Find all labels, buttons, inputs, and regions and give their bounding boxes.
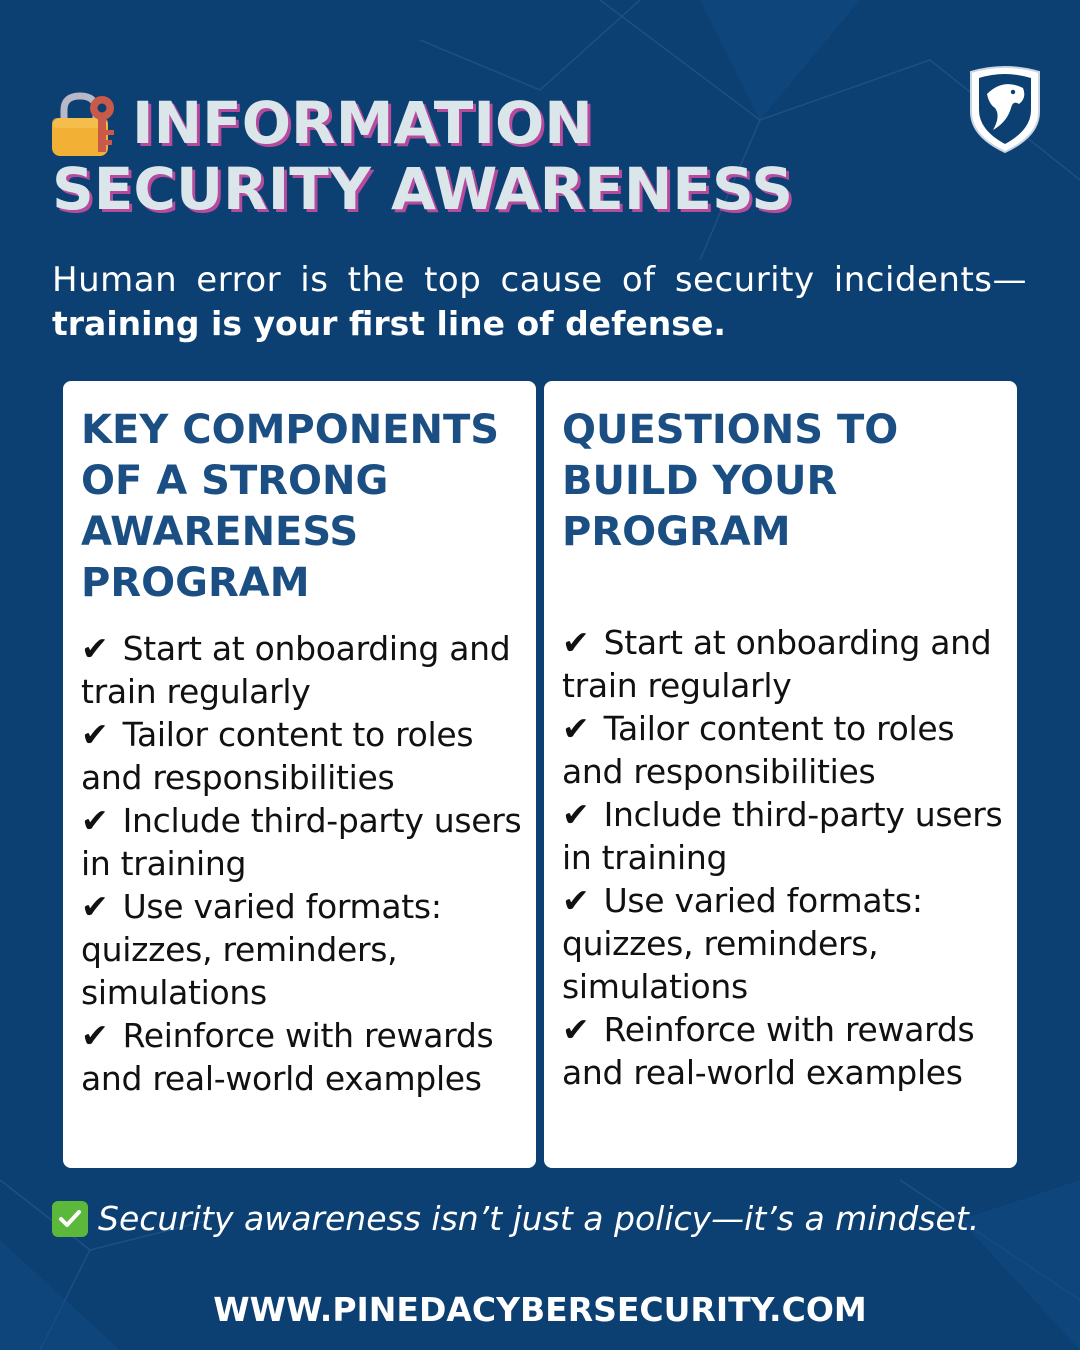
list-item [562,1008,1009,1094]
list-item [81,713,528,799]
title-line-1: INFORMATION [132,89,593,157]
checkmark-icon: ✔ [562,795,590,834]
item-text: Use varied formats: quizzes, reminders, simulations [81,887,442,1012]
list-item [81,1014,528,1100]
website-link[interactable]: WWW.PINEDACYBERSECURITY.COM [213,1290,867,1329]
questions-heading: QUESTIONS TO BUILD YOUR PROGRAM [562,407,899,555]
list-item [81,885,528,1014]
item-text: Include third-party users in training [562,795,1003,877]
green-check-icon [52,1201,88,1237]
page-title [52,90,793,222]
mindset-text: Security awareness isn’t just a policy—it’s a mindset. [98,1199,980,1238]
item-text: Include third-party users in training [81,801,522,883]
item-text: Tailor content to roles and responsibilities [562,709,955,791]
checkmark-icon: ✔ [562,1010,590,1049]
questions-card [544,381,1017,1168]
questions-list [562,621,1009,1094]
item-text: Start at onboarding and train regularly [562,623,992,705]
checkmark-icon: ✔ [562,881,590,920]
intro-emphasis: training is your first line of defense. [52,304,726,343]
checkmark-icon: ✔ [81,1016,109,1055]
eagle-shield-icon [965,64,1045,154]
item-text: Use varied formats: quizzes, reminders, simulations [562,881,923,1006]
mindset-note [52,1196,1032,1242]
checkmark-icon: ✔ [562,709,590,748]
checkmark-icon: ✔ [81,801,109,840]
key-components-list [81,627,528,1100]
checkmark-icon: ✔ [81,715,109,754]
checkmark-icon: ✔ [81,629,109,668]
checkmark-icon: ✔ [81,887,109,926]
intro-text [52,258,1027,346]
item-text: Reinforce with rewards and real-world examples [562,1010,975,1092]
item-text: Reinforce with rewards and real-world examples [81,1016,494,1098]
title-line-2: SECURITY AWARENESS [52,155,793,223]
list-item [562,793,1009,879]
list-item [562,621,1009,707]
list-item [81,627,528,713]
checkmark-icon: ✔ [562,623,590,662]
item-text: Tailor content to roles and responsibilities [81,715,474,797]
list-item [562,707,1009,793]
item-text: Start at onboarding and train regularly [81,629,511,711]
intro-lead: Human error is the top cause of security incidents— [52,260,1027,300]
key-components-card [63,381,536,1168]
list-item [562,879,1009,1008]
key-components-heading: KEY COMPONENTS OF A STRONG AWARENESS PROGRAM [81,407,500,606]
list-item [81,799,528,885]
